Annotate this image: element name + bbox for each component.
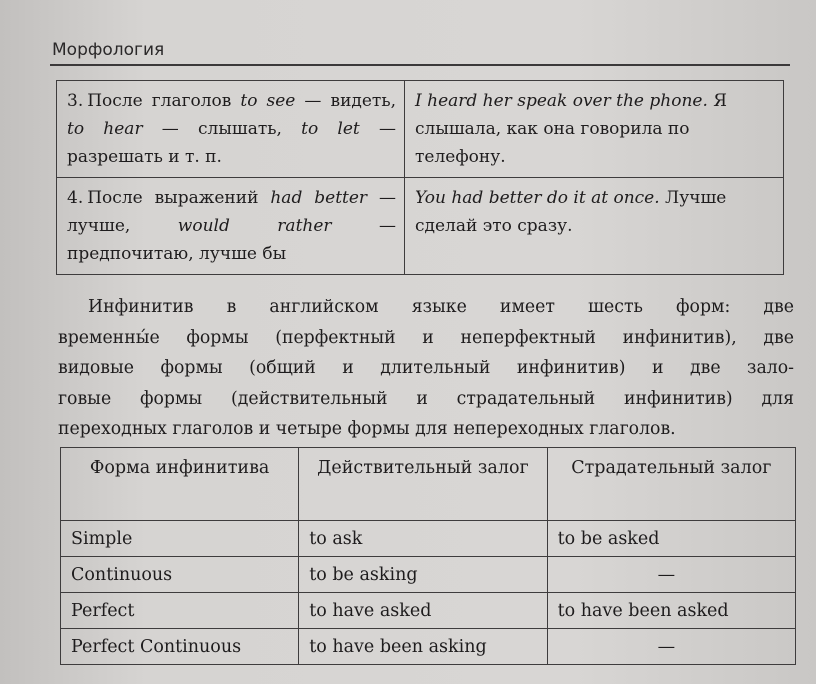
- paragraph-line: переходных глаголов и четыре формы для непереходных глаголов.: [58, 419, 676, 439]
- rule-number: 3.: [67, 91, 84, 111]
- active-form: to have asked: [299, 593, 547, 629]
- infinitive-forms-table: [60, 447, 796, 665]
- example-cell: [405, 81, 784, 178]
- rule-text-part: После выражений: [87, 188, 271, 208]
- table-row: [61, 521, 796, 557]
- no-form-dash: —: [657, 637, 676, 657]
- rule-text-part: — слышать,: [142, 119, 302, 139]
- example-english: You had better do it at once.: [415, 188, 660, 208]
- passive-form: to have been asked: [547, 593, 795, 629]
- header-active: Действительный залог: [299, 448, 547, 521]
- passive-form: [547, 557, 795, 593]
- rule-text-part: — видеть,: [295, 91, 396, 111]
- usage-row-4: [57, 178, 784, 275]
- paragraph-line: говые формы (действительный и страдательный инфинитив) для: [58, 388, 794, 409]
- active-form: to be asking: [299, 557, 547, 593]
- rule-text-part: — разрешать и т. п.: [67, 119, 396, 167]
- form-name: Perfect Continuous: [61, 629, 299, 665]
- usage-table: [56, 80, 784, 275]
- form-name: Perfect: [61, 593, 299, 629]
- active-form: to have been asking: [299, 629, 547, 665]
- body-paragraph: [58, 292, 794, 445]
- paragraph-line: Инфинитив в английском языке имеет шесть форм: две: [88, 297, 794, 317]
- running-head: Морфология: [52, 40, 165, 60]
- form-name: Continuous: [61, 557, 299, 593]
- forms-table-header: [61, 448, 796, 521]
- header-passive: Страдательный залог: [547, 448, 795, 521]
- header-rule: [50, 64, 790, 66]
- example-cell: [405, 178, 784, 275]
- rule-verb-italic: would rather: [177, 216, 332, 236]
- no-form-dash: —: [657, 565, 676, 585]
- form-name: Simple: [61, 521, 299, 557]
- passive-form: to be asked: [547, 521, 795, 557]
- rule-text-part: — лучше,: [67, 188, 396, 236]
- paragraph-line: видовые формы (общий и длительный инфинитив) и две зало-: [58, 358, 794, 378]
- header-form: Форма инфинитива: [61, 448, 299, 521]
- rule-verb-italic: to see: [240, 91, 296, 111]
- usage-row-3: [57, 81, 784, 178]
- rule-text-part: — предпочитаю, лучше бы: [67, 216, 396, 264]
- rule-text-part: После глаголов: [87, 91, 241, 111]
- rule-number: 4.: [67, 188, 84, 208]
- rule-verb-italic: to hear: [67, 119, 143, 139]
- paragraph-line: временны́е формы (перфектный и неперфектный инфинитив), две: [58, 327, 794, 348]
- table-row: [61, 557, 796, 593]
- rule-cell: [57, 81, 405, 178]
- rule-cell: [57, 178, 405, 275]
- example-russian: Я слышала, как она говорила по телефону.: [415, 91, 728, 167]
- table-row: [61, 593, 796, 629]
- active-form: to ask: [299, 521, 547, 557]
- passive-form: [547, 629, 795, 665]
- example-english: I heard her speak over the phone.: [415, 91, 708, 111]
- example-russian: Лучше сделай это сразу.: [415, 188, 727, 236]
- rule-text: [67, 188, 396, 264]
- rule-verb-italic: to let: [301, 119, 360, 139]
- table-row: [61, 629, 796, 665]
- rule-text: [67, 91, 396, 167]
- rule-verb-italic: had better: [270, 188, 368, 208]
